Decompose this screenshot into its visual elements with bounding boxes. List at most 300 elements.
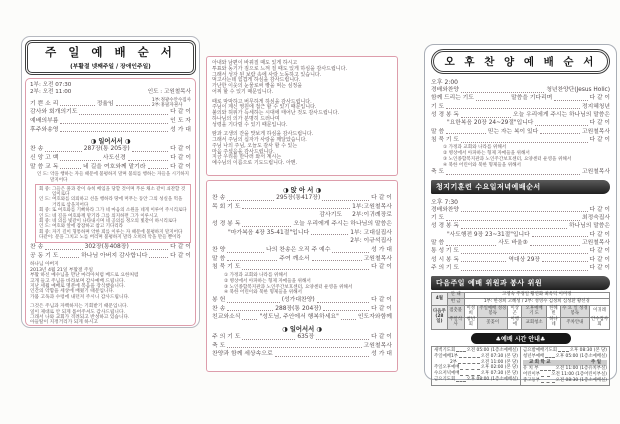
order-label: 예배의부름 bbox=[30, 117, 59, 124]
order-label: 목 회 기 도 bbox=[212, 203, 241, 210]
order-subline bbox=[431, 120, 610, 128]
silent-prayer-item: ① 가정과 교회와 나라를 위해서 bbox=[443, 145, 507, 151]
dotted-leader bbox=[461, 142, 588, 143]
prayer-line: 먹고사는데 힘겹게 하심을 감사드립니다. bbox=[212, 77, 301, 84]
order-line bbox=[212, 297, 392, 305]
prayer-line: 지난 세월 예배로 명분에 복음을 장식했습니다. bbox=[30, 284, 125, 289]
order-assignee: 1부:고원철목사 bbox=[352, 203, 392, 210]
prayer-line: 주님 나의 주님, 오늘도 감사 할 수 있는 bbox=[212, 142, 298, 149]
order-middle: 역대상 29장 bbox=[508, 256, 541, 263]
order-assignee: 성 가 대 bbox=[371, 247, 392, 254]
order-label: 주 의 기 도 bbox=[212, 334, 241, 340]
service-times bbox=[30, 82, 191, 96]
order-line bbox=[30, 164, 191, 172]
schedule-name: 수요저녁예배 bbox=[434, 371, 460, 377]
order-label: 찬 송 bbox=[212, 305, 226, 312]
order-assignee: 다 같 이 bbox=[371, 305, 392, 312]
order-line bbox=[212, 314, 392, 322]
prayer-line: 불의와 허위가 득세하는 시대에 태어난 것도 감사드립니다. bbox=[212, 110, 340, 116]
order-assignee: 다 같 이 bbox=[589, 231, 610, 238]
dotted-leader bbox=[60, 160, 101, 161]
order-assignee: 고원철목사 bbox=[363, 255, 393, 262]
order-assignee: 다 같 이 bbox=[589, 265, 610, 272]
dotted-leader bbox=[227, 260, 277, 261]
order-label: 말 씀 교 독 bbox=[30, 163, 59, 170]
order-label: 감사와 회개의기도 bbox=[30, 109, 78, 116]
order-line bbox=[431, 129, 610, 137]
order-label: 경배와찬양 bbox=[431, 87, 459, 93]
silent-prayer-list bbox=[443, 145, 610, 168]
order-line bbox=[212, 238, 392, 246]
order-label: 봉 헌 bbox=[212, 296, 226, 303]
afternoon-worship-page bbox=[424, 44, 617, 384]
committee-name: 청년회 bbox=[464, 317, 478, 329]
service-time-1: 1부: 오전 07:30 bbox=[30, 82, 72, 88]
dotted-leader bbox=[275, 356, 370, 357]
schedule-name: 주일오후예배 bbox=[434, 365, 460, 371]
committee-row-value: 고영숙 주경일 황연화 최옥덕 이미정 bbox=[464, 292, 610, 299]
order-middle: 나의 찬송은 오직 주 예수 bbox=[266, 247, 331, 254]
reading-line: 인 도: 네 길을 여호와께 맡기라 그를 의지하면 그가 이루시고 bbox=[39, 213, 158, 219]
dotted-leader bbox=[242, 269, 369, 270]
service-time-2: 2부: 오전 11:00 bbox=[30, 88, 72, 95]
dotted-leader bbox=[79, 114, 168, 115]
order-middle: 말씀을 기다리며 bbox=[511, 95, 553, 102]
order-assignee: 인 도 자 bbox=[170, 117, 191, 124]
schedule-subheader-right: 주 일 bbox=[590, 360, 601, 366]
order-assignee: 성 가 대 bbox=[170, 126, 191, 133]
order-assignee: 다 같 이 bbox=[589, 95, 610, 102]
order-middle: "성도님, 주안에서 행복하세요" bbox=[259, 314, 339, 321]
schedule-time: 오후 05:00 (1층소예배실) bbox=[555, 353, 607, 359]
schedule-name: 유 치 부 bbox=[523, 366, 539, 372]
assignee-line-1: 1부:정광수안수집사 bbox=[151, 97, 191, 103]
schedule-time: 오후 07:30 (본 당) bbox=[480, 371, 518, 377]
order-label: 성 경 봉 독 bbox=[431, 223, 459, 230]
schedule-time: 오후 08:00 (1층소예배실) bbox=[466, 377, 518, 383]
order-assignee: 2부: 이규석집사 bbox=[350, 238, 392, 245]
dotted-leader bbox=[242, 319, 257, 320]
dotted-leader bbox=[332, 252, 369, 253]
service-leader: 인도 : 고원철목사 bbox=[147, 88, 191, 95]
order-assignee: 고원철목사 bbox=[582, 128, 610, 135]
dotted-leader bbox=[317, 302, 369, 303]
committee-row bbox=[432, 317, 610, 329]
order-label: 기 도 bbox=[431, 103, 445, 110]
responsive-reading-box bbox=[35, 184, 191, 243]
order-line bbox=[431, 248, 610, 256]
silent-prayer-list bbox=[224, 273, 392, 296]
silent-prayer-item: ③ 노인종합복지관과 노인주간보호센터, 요양센터 운영을 위해서 bbox=[443, 156, 572, 162]
dash-leader bbox=[459, 357, 480, 358]
committee-role: 수 요 일 성경봉독 bbox=[562, 305, 588, 316]
dotted-leader bbox=[322, 200, 369, 201]
dotted-leader bbox=[341, 319, 356, 320]
dotted-leader bbox=[461, 228, 567, 229]
order-line bbox=[212, 204, 392, 212]
order-line bbox=[30, 118, 191, 126]
order-label: 신 앙 고 백 bbox=[30, 155, 59, 161]
prayer-line: 하나님의 의가 분명히 드러나며 bbox=[212, 115, 280, 122]
dotted-leader bbox=[316, 339, 369, 340]
silent-prayer-item: ④ 북한 어린이와 북한 형제들을 위해서 bbox=[443, 162, 521, 168]
wednesday-order-lines bbox=[431, 207, 610, 273]
dotted-leader bbox=[149, 257, 168, 258]
order-assignee: 정지혜청년 bbox=[582, 103, 610, 110]
prayer-line: 가난한 이웃의 눈물로써 빵을 먹는 심정을 bbox=[212, 83, 303, 89]
dotted-leader bbox=[131, 249, 168, 250]
prayer-line: 어찌 할 수 있기 때문입니다. bbox=[212, 88, 274, 95]
order-assignee: 다 같 이 bbox=[170, 155, 192, 161]
sunday-worship-order bbox=[25, 78, 196, 326]
dash-leader bbox=[456, 381, 465, 382]
worship-time-table bbox=[431, 346, 610, 387]
order-assignee: 청년찬양단(Jesus Holic) bbox=[546, 87, 610, 93]
dotted-leader bbox=[530, 245, 580, 246]
section-header: ◑ 일어서서 ◑ bbox=[90, 138, 131, 146]
dotted-leader bbox=[148, 168, 169, 169]
committee-name: 한혜빈 bbox=[547, 306, 561, 318]
order-line bbox=[212, 212, 392, 220]
prayer-line: 투표와 동기가 짐으로 느껴 질 때도 있게 하심을 감사드립니다. bbox=[212, 65, 348, 72]
committee-row-value: 1부: 한경희 고혜성 / 2부: 성영수 김정희 심성환 황선경 bbox=[464, 299, 610, 306]
order-assignee bbox=[152, 98, 191, 108]
dotted-leader bbox=[242, 339, 295, 340]
prayer-line: 부활 하신 예수님을 만난 마리아처럼 베드로 요한처럼 bbox=[30, 273, 139, 279]
order-assignee: 최정숙집사 bbox=[582, 215, 610, 222]
order-middle: 288장(통 204장) bbox=[275, 305, 322, 312]
reading-line: 회 중: 또 여호와를 기뻐하라 그가 네 마음의 소원을 네게 이루어 주시리로다 bbox=[39, 208, 187, 214]
committee-name: 이성희 bbox=[464, 306, 478, 318]
dotted-leader bbox=[311, 234, 348, 235]
dotted-leader bbox=[227, 347, 361, 348]
dotted-leader bbox=[116, 105, 150, 106]
order-label: 성 경 봉 독 bbox=[212, 221, 241, 228]
prayer-line: 예수님의 이름으로 기도드립니다. 아멘. bbox=[212, 160, 298, 166]
section-header: ◑ 앉 아 서 ◑ bbox=[282, 187, 321, 194]
schedule-time: 오전 05:00 (1층소예배실) bbox=[466, 347, 518, 353]
order-assignee: 다 같 이 bbox=[371, 296, 392, 303]
order-line bbox=[431, 215, 610, 223]
order-assignee: 2부:이귀례장로 bbox=[352, 212, 392, 219]
order-label: 찬양과 함께 세상속으로 bbox=[212, 351, 273, 358]
prayer-text bbox=[212, 61, 392, 167]
order-line bbox=[431, 112, 610, 120]
schedule-time: 오전 11:00 (본 당) bbox=[480, 359, 518, 365]
order-line bbox=[30, 244, 191, 252]
prayer-line: 그래서 주님의 십자가 사랑을 깨달았습니다. bbox=[212, 137, 307, 143]
afternoon-worship-title: 오 후 찬 양 예 배 순 서 bbox=[431, 49, 610, 74]
afternoon-time: 오후 2:00 bbox=[431, 79, 458, 86]
committee-table bbox=[431, 292, 610, 330]
order-middle: 주여 깨소서 bbox=[279, 255, 310, 262]
dotted-leader bbox=[542, 261, 587, 262]
prayer-line: 그래서 성자 된 보람 속에 사랑 노동하고 있습니다. bbox=[212, 71, 322, 78]
order-middle: 오늘 우리에게 주시는 하나님의 말씀은 bbox=[293, 221, 392, 228]
order-label: 친교와소식 bbox=[212, 314, 241, 321]
dotted-leader bbox=[132, 151, 168, 152]
order-label: 통 성 기 도 bbox=[431, 248, 459, 255]
committee-role: 꽃꽂이 bbox=[478, 317, 508, 329]
schedule-time: 오전 11:00 (1층어린이부실) bbox=[551, 372, 607, 378]
reading-line: 회 중: 네 의를 빛같이 나타내시며 네 공의를 정오의 빛같이 하시리로다 bbox=[39, 218, 177, 224]
sunday-order-lines-2 bbox=[212, 185, 392, 359]
committee-role: 교회청소 bbox=[522, 317, 547, 329]
dotted-leader bbox=[461, 270, 588, 271]
prayer-line: 가뭄 고독과 수렁에 내던져 주시니 감사드립니다. bbox=[30, 294, 130, 300]
committee-week-date: (28일) bbox=[435, 314, 444, 324]
order-assignee: 다 같 이 bbox=[589, 248, 610, 255]
order-middle: (성가대찬양) bbox=[281, 296, 315, 303]
order-line bbox=[431, 104, 610, 112]
schedule-time: 오전 08:30 (1층소예배실) bbox=[555, 378, 607, 384]
order-line bbox=[212, 306, 392, 314]
committee-name: 이상곤 bbox=[508, 306, 522, 318]
order-label: 기 도 bbox=[431, 215, 445, 222]
prayer-line: 아내와 남편이 바뀌질 때도 있게 하시고 bbox=[212, 60, 298, 66]
order-assignee: 다 같 이 bbox=[170, 109, 191, 116]
dotted-leader bbox=[60, 105, 94, 106]
order-assignee: 다 같 이 bbox=[371, 334, 392, 340]
order-middle: 오늘 우리에게 주시는 하나님의 말씀은 bbox=[513, 111, 610, 118]
order-line bbox=[431, 265, 610, 273]
order-assignee: 다 같 이 bbox=[170, 146, 191, 153]
prayer-continuation bbox=[212, 61, 392, 167]
order-middle: 정율임 bbox=[96, 100, 114, 107]
dotted-leader bbox=[227, 200, 274, 201]
dash-leader bbox=[558, 351, 569, 352]
schedule-name: 금요기도회 bbox=[434, 377, 456, 383]
order-line bbox=[431, 257, 610, 265]
order-line bbox=[30, 253, 191, 261]
prayer-line: 인간의 악함을 세상에 배웠기 때문입니다. bbox=[30, 289, 115, 295]
dash-leader bbox=[458, 363, 480, 364]
dotted-leader bbox=[242, 226, 291, 227]
order-line bbox=[431, 207, 610, 215]
order-assignee: 인도자와함께 bbox=[357, 314, 392, 321]
prayer-line: 아들딸이 지정거리가 되게 하시고 bbox=[30, 320, 98, 326]
committee-row bbox=[432, 292, 610, 299]
silent-prayer-item: ② 병상에서 아파하는 형제 자매들을 위해서 bbox=[224, 278, 311, 284]
dotted-leader bbox=[461, 211, 588, 212]
order-assignee: 성 가 대 bbox=[371, 351, 392, 358]
order-subline bbox=[212, 230, 392, 238]
prayer-line: 일이 제대로 안 되게 틀어주셔도 감사드립니다. bbox=[30, 309, 125, 315]
order-label: 성 시 봉 독 bbox=[431, 256, 459, 263]
schedule-name: 금요밤예배기도회 bbox=[523, 347, 557, 353]
silent-prayer-item: ③ 노인종합복지관과 노인주간보호센터, 요양센터 운영을 위해서 bbox=[224, 284, 353, 290]
dotted-leader bbox=[446, 174, 580, 175]
committee-row bbox=[432, 306, 610, 318]
page-title: 주 일 예 배 순 서 bbox=[45, 45, 176, 59]
dash-leader bbox=[460, 369, 479, 370]
order-middle: 635장 bbox=[297, 334, 315, 340]
dotted-leader bbox=[128, 160, 169, 161]
order-label: 찬 양 bbox=[212, 247, 226, 254]
committee-row-label: 헌 금 bbox=[447, 299, 464, 306]
wednesday-time: 오후 7:30 bbox=[431, 198, 458, 206]
sunday-worship-title-box bbox=[25, 40, 196, 75]
dotted-leader bbox=[60, 257, 79, 258]
order-line bbox=[212, 334, 392, 342]
order-middle: 하나님의 말씀은 bbox=[568, 223, 610, 230]
order-assignee: 다 같 이 bbox=[589, 136, 610, 143]
committee-name: 하나네 bbox=[547, 317, 561, 329]
committee-name: 이행애 bbox=[508, 317, 522, 329]
order-assignee: 다 같 이 bbox=[371, 264, 392, 271]
dotted-leader bbox=[45, 151, 81, 152]
dotted-leader bbox=[540, 133, 580, 134]
schedule-name: 주일예배1부 bbox=[434, 353, 459, 359]
prayer-line: 고개 들고 주님을 바라보며 감사예배 드립니다. bbox=[30, 278, 125, 284]
prayer-line: 그것은 주님과 자백하지는 기회받기 때문입니다. bbox=[30, 304, 129, 310]
order-assignee: 다 같 이 bbox=[371, 195, 392, 201]
committee-row bbox=[432, 299, 610, 306]
schedule-time: 오후 08:30 (본 당) bbox=[569, 347, 607, 353]
thanksgiving-prayer-box bbox=[206, 56, 398, 176]
wednesday-service-banner: 청지기훈련 수요일저녁예배순서 bbox=[431, 180, 610, 194]
order-label: 성 경 봉 독 bbox=[431, 111, 459, 118]
schedule-time: 오전 07:30 (본 당) bbox=[480, 353, 518, 359]
schedule-line bbox=[523, 354, 607, 360]
prayer-line: 2013년 4월 21일 부활절 주일 bbox=[30, 267, 94, 273]
order-assignee: 다 같 이 bbox=[170, 252, 191, 259]
dotted-leader bbox=[446, 245, 496, 246]
schedule-name: 어린이부 bbox=[523, 372, 540, 378]
sunday-order-second-half bbox=[206, 180, 398, 372]
schedule-time: 오후 02:00 (본 당) bbox=[480, 365, 518, 371]
prayer-line: 그래서 나와 교회가 격려되고 반성하고 있습니다. bbox=[30, 315, 130, 321]
order-line bbox=[431, 240, 610, 248]
dash-leader bbox=[456, 351, 465, 352]
order-label: 경배와찬양 bbox=[431, 206, 459, 213]
order-line bbox=[431, 169, 610, 177]
committee-role: 오후예배 기 도 bbox=[522, 306, 547, 318]
dotted-leader bbox=[312, 260, 362, 261]
order-label: 감사기도 bbox=[319, 212, 343, 219]
schedule-name: 새벽기도회 bbox=[434, 347, 456, 353]
dotted-leader bbox=[60, 131, 168, 132]
order-label: 함께 드리는 기도 bbox=[431, 95, 474, 102]
order-line bbox=[431, 223, 610, 231]
dotted-leader bbox=[461, 253, 588, 254]
order-label: 말 씀 bbox=[431, 128, 445, 135]
order-label: 찬 송 bbox=[30, 244, 44, 251]
order-assignee: 다 같 이 bbox=[170, 163, 191, 170]
order-middle: 믿는 자는 복이 있다 bbox=[487, 128, 539, 135]
order-assignee: 다 같 이 bbox=[589, 206, 610, 213]
dotted-leader bbox=[242, 208, 350, 209]
dotted-leader bbox=[60, 168, 81, 169]
committee-week-label: 다음주 bbox=[433, 309, 446, 315]
silent-prayer-item: ② 병상에서 아파하는 형제 자매들을 위해서 bbox=[443, 151, 530, 157]
order-middle: 287장(통 205장) bbox=[83, 146, 130, 153]
reading-line: 회 중: 자기 길이 형통하며 악한 꾀를 이루는 자 때문에 불평하지 말지어다 bbox=[39, 229, 183, 235]
worship-time-guide-pill: ♣예배 시간 안내♣ bbox=[471, 333, 571, 344]
reading-line: 다같이: 분을 그치고 노를 버리며 불평하지 말라 오히려 악을 만들 뿐이라 bbox=[39, 235, 181, 241]
dash-leader bbox=[541, 376, 550, 377]
order-middle: 295장(통417장) bbox=[276, 195, 321, 201]
order-line bbox=[431, 137, 610, 145]
service-times-left bbox=[30, 82, 71, 96]
reading-line: 인 도: 여호와를 의뢰하고 선을 행하라 땅에 머무는 동안 그의 성실을 먹을 거리로 삼을지어다 bbox=[39, 197, 183, 208]
order-assignee: 다 같 이 bbox=[170, 244, 191, 251]
order-label: 기 쁜 소 리 bbox=[30, 100, 59, 107]
order-middle: 302장(통408장) bbox=[84, 244, 129, 251]
order-label: 침 묵 기 도 bbox=[212, 264, 241, 271]
schedule-time: 오전 11:00 (1층유치부실) bbox=[555, 366, 607, 372]
prayer-line: 성령을 기다릴 수 있기 때문입니다. bbox=[212, 121, 288, 128]
order-line bbox=[30, 109, 191, 117]
dotted-leader bbox=[461, 92, 544, 93]
dotted-leader bbox=[532, 236, 588, 237]
order-assignee: 다 같 이 bbox=[589, 256, 610, 263]
order-line bbox=[431, 87, 610, 95]
order-line bbox=[212, 264, 392, 272]
scripture-ref: "사도행전 9장 23~31절"입니다 bbox=[447, 231, 530, 238]
order-middle: 사도신경 bbox=[102, 155, 126, 161]
schedule-name: 청년부예배 bbox=[523, 353, 545, 359]
schedule-name: 중고등부 bbox=[523, 378, 540, 384]
silent-prayer-item: ④ 북한 어린이와 북한 형제들을 위해서 bbox=[224, 290, 302, 296]
order-assignee: 고원철목사 bbox=[582, 240, 610, 247]
dash-leader bbox=[541, 382, 555, 383]
order-line bbox=[212, 256, 392, 264]
committee-name: 이귀례 bbox=[590, 306, 610, 318]
sunday-order-lines bbox=[30, 98, 191, 326]
dash-leader bbox=[540, 370, 555, 371]
committee-row-label: 안 내 bbox=[447, 292, 464, 299]
prayer-line: 하나님 아버지 bbox=[30, 262, 59, 268]
dotted-leader bbox=[461, 261, 506, 262]
committee-role: 점촛불 bbox=[447, 306, 464, 318]
committee-week bbox=[432, 306, 448, 329]
prayer-line: 땀과 고생의 잔을 맛보게 하심을 감사드립니다. bbox=[212, 131, 314, 138]
schedule-name: 2부 bbox=[450, 359, 458, 365]
order-middle: 하나님 아버지 감사합니다 bbox=[81, 252, 148, 259]
committee-role: 주차안내 bbox=[560, 317, 589, 329]
assignee-line-2: 2부:홍필자권사 bbox=[151, 103, 183, 109]
schedule-line bbox=[523, 378, 607, 384]
order-label: 찬 송 bbox=[212, 195, 226, 201]
committee-role: 주일예배 성경봉독 bbox=[479, 305, 507, 316]
dotted-leader bbox=[227, 252, 264, 253]
order-line bbox=[212, 221, 392, 229]
order-line bbox=[212, 247, 392, 255]
sunday-worship-page bbox=[21, 36, 200, 328]
schedule-line bbox=[434, 377, 518, 383]
dotted-leader bbox=[45, 249, 82, 250]
order-label: 후주와송영 bbox=[30, 126, 59, 133]
prayer-line: 지금 우리를 만나러 와서 계시는 bbox=[212, 154, 282, 161]
committee-banner: 다음주일 예배 위원과 봉사 위원 bbox=[431, 276, 610, 290]
section-header: ◑ 일어서서 ◑ bbox=[282, 326, 322, 333]
order-assignee: 다 같 이 bbox=[589, 120, 610, 127]
schedule-subheader-left: 교 회 학 교 bbox=[529, 360, 551, 366]
afternoon-order-lines bbox=[431, 87, 610, 177]
order-line bbox=[30, 98, 191, 108]
order-line bbox=[30, 127, 191, 135]
order-line bbox=[30, 155, 191, 163]
scripture-ref: "마가복음 4장 35-41절"입니다 bbox=[228, 229, 310, 236]
committee-role: 주일식사 bbox=[449, 317, 462, 328]
silent-prayer-item: ① 가정과 교회와 나라를 위해서 bbox=[224, 273, 288, 279]
reading-leader-line: 인 도: 악을 행하는 자들 때문에 불평하지 말며 불의를 행하는 자들을 시기하지 말지어다 bbox=[37, 172, 190, 183]
order-line bbox=[30, 146, 191, 154]
order-assignee: 고원철목사 bbox=[363, 342, 392, 349]
order-middle: 네 길을 여호와께 맡기라 bbox=[83, 163, 146, 170]
order-label: 축 도 bbox=[212, 342, 226, 349]
